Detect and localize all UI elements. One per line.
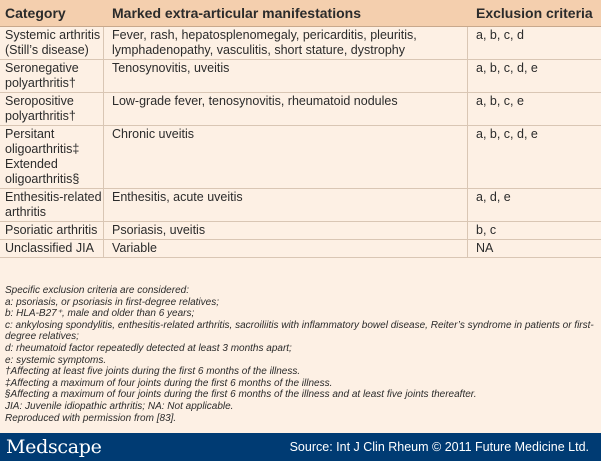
cell-category [0, 189, 104, 221]
table-body [0, 27, 601, 258]
table-row [0, 93, 601, 126]
footnote-line: §Affecting a maximum of four joints during the first 6 months of the illness and at least five joints thereafter. [5, 389, 477, 401]
table-row [0, 27, 601, 60]
header-category: Category [5, 5, 66, 21]
category-line: arthritis [5, 205, 46, 219]
table-footnotes [5, 285, 597, 424]
footnote-line: d: rheumatoid factor repeatedly detected at least 3 months apart; [5, 342, 292, 354]
cell-category [0, 93, 104, 125]
footnote-line: †Affecting at least five joints during the first 6 months of the illness. [5, 366, 301, 378]
category-line: oligoarthritis§ [5, 172, 80, 186]
category-line: Enthesitis-related [5, 190, 102, 204]
cell-category [0, 126, 104, 188]
category-line: Persitant [5, 127, 55, 141]
category-line: Seropositive [5, 94, 74, 108]
footnote-line: JIA: Juvenile idiopathic arthritis; NA: Not applicable. [5, 400, 234, 412]
category-line: Seronegative [5, 61, 79, 75]
medscape-logo: Medscape [6, 436, 102, 458]
cell-exclusion: a, b, c, d [476, 28, 524, 42]
category-line: Systemic arthritis [5, 28, 101, 42]
cell-manifestations: Enthesitis, acute uveitis [104, 189, 468, 221]
footnote-line: b: HLA-B27⁺, male and older than 6 years; [5, 308, 195, 320]
category-line: Unclassified JIA [5, 241, 94, 255]
cell-manifestations: Fever, rash, hepatosplenomegaly, pericarditis, pleuritis, lymphadenopathy, vasculitis, short stature, dystrophy [104, 27, 468, 59]
header-manifestations: Marked extra-articular manifestations [112, 5, 361, 21]
category-line: polyarthritis† [5, 76, 76, 90]
cell-category [0, 27, 104, 59]
cell-exclusion: a, b, c, d, e [476, 127, 538, 141]
source-citation: Source: Int J Clin Rheum © 2011 Future Medicine Ltd. [289, 440, 589, 454]
cell-exclusion: NA [476, 241, 494, 255]
cell-exclusion: a, d, e [476, 190, 511, 204]
footnote-line: Reproduced with permission from [83]. [5, 412, 177, 424]
table-row [0, 240, 601, 258]
cell-exclusion: b, c [476, 223, 497, 237]
header-exclusion: Exclusion criteria [476, 5, 593, 21]
table-header [0, 0, 601, 27]
table-row [0, 189, 601, 222]
table-row [0, 60, 601, 93]
footnote-line: Specific exclusion criteria are considered: [5, 285, 189, 296]
cell-category [0, 240, 104, 257]
cell-exclusion: a, b, c, e [476, 94, 524, 108]
table-row [0, 222, 601, 240]
cell-category [0, 60, 104, 92]
footnote-line: a: psoriasis, or psoriasis in first-degree relatives; [5, 296, 219, 308]
cell-category [0, 222, 104, 239]
cell-manifestations: Variable [104, 240, 468, 257]
table-row [0, 126, 601, 189]
cell-exclusion: a, b, c, d, e [476, 61, 538, 75]
footnote-line: ‡Affecting a maximum of four joints during the first 6 months of the illness. [5, 377, 333, 389]
footnote-line: e: systemic symptoms. [5, 354, 107, 366]
category-line: Extended [5, 157, 58, 171]
category-line: oligoarthritis‡ [5, 142, 80, 156]
cell-manifestations: Tenosynovitis, uveitis [104, 60, 468, 92]
cell-manifestations: Low-grade fever, tenosynovitis, rheumatoid nodules [104, 93, 468, 125]
cell-manifestations: Chronic uveitis [104, 126, 468, 188]
cell-manifestations: Psoriasis, uveitis [104, 222, 468, 239]
category-line: polyarthritis† [5, 109, 76, 123]
category-line: (Still’s disease) [5, 43, 89, 57]
footer-bar [0, 433, 601, 461]
footnote-line: c: ankylosing spondylitis, enthesitis-related arthritis, sacroiliitis with inflammatory bowel disease, Reiter’s syndrome in patients or first-degree relatives; [5, 319, 594, 343]
category-line: Psoriatic arthritis [5, 223, 98, 237]
